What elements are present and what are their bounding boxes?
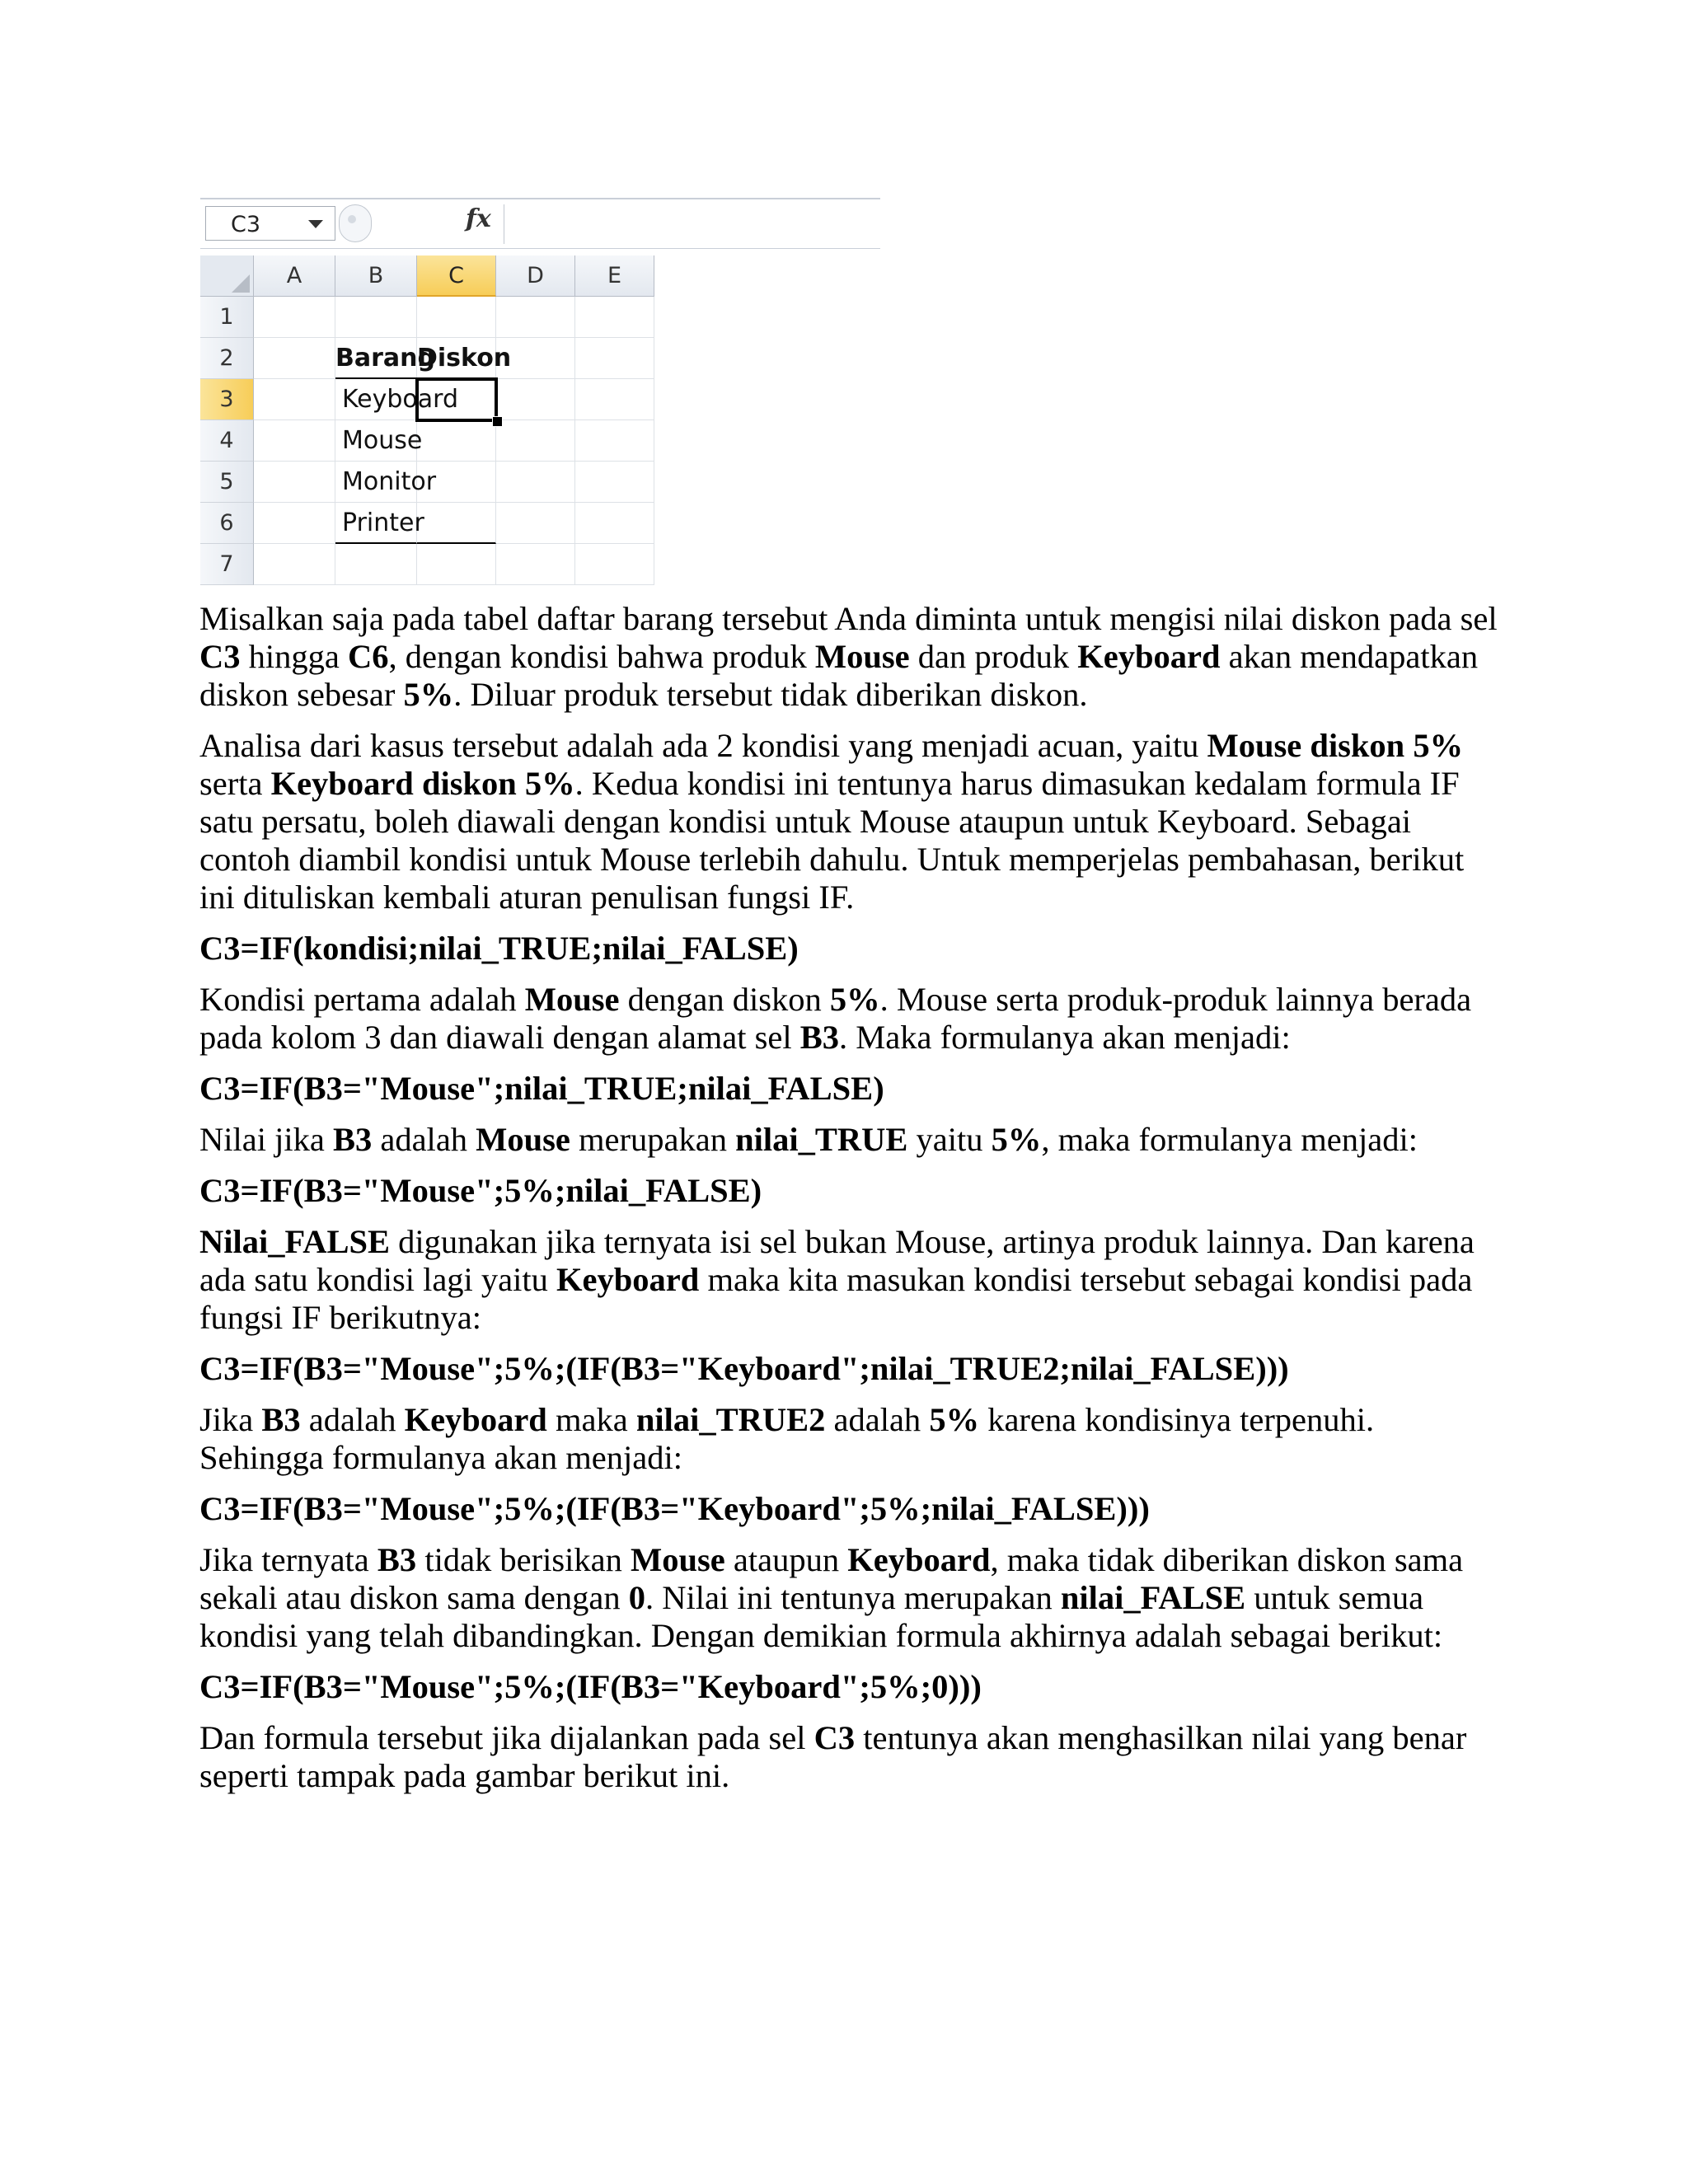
bold-run: B3 [332, 1121, 373, 1158]
cell-a1[interactable] [254, 297, 335, 338]
text-run: . Nilai ini tentunya merupakan [645, 1579, 1061, 1616]
cell-e5[interactable] [575, 462, 654, 503]
cell-b7[interactable] [335, 544, 417, 585]
insert-function-icon[interactable]: fx [466, 204, 491, 233]
text-run: adalah [300, 1401, 405, 1438]
row-header-6[interactable]: 6 [200, 503, 254, 544]
paragraph-3 [199, 981, 1502, 1057]
bold-run: 5% [929, 1401, 980, 1438]
text-run: adalah [825, 1401, 930, 1438]
text-run: serta [199, 765, 271, 802]
cell-e2[interactable] [575, 338, 654, 379]
bold-run: 5% [403, 676, 454, 713]
formula-6: C3=IF(B3="Mouse";5%;(IF(B3="Keyboard";5%;0))) [199, 1668, 982, 1705]
cell-d6[interactable] [496, 503, 575, 544]
drag-handle-icon [348, 215, 356, 223]
cell-a4[interactable] [254, 420, 335, 462]
cell-d2[interactable] [496, 338, 575, 379]
cell-a6[interactable] [254, 503, 335, 544]
formula-2: C3=IF(B3="Mouse";nilai_TRUE;nilai_FALSE) [199, 1070, 884, 1107]
cell-d7[interactable] [496, 544, 575, 585]
bold-run: Keyboard [847, 1541, 991, 1578]
bold-run: C6 [347, 638, 389, 675]
text-run: ataupun [724, 1541, 848, 1578]
bold-run: Keyboard diskon 5% [270, 765, 575, 802]
bold-run: B3 [799, 1019, 840, 1056]
cell-d4[interactable] [496, 420, 575, 462]
bold-run: Mouse [524, 981, 620, 1018]
cell-b2[interactable]: Barang [335, 338, 417, 379]
cell-c6[interactable] [417, 503, 496, 544]
formula-input[interactable] [504, 204, 880, 244]
cell-b6[interactable]: Printer [335, 503, 417, 544]
paragraph-7 [199, 1541, 1502, 1655]
column-header-e[interactable]: E [575, 255, 654, 297]
bold-run: C3 [199, 638, 241, 675]
text-run: yaitu [907, 1121, 992, 1158]
text-run: maka kita masukan kondisi tersebut sebagai kondisi pada fungsi IF berikutnya: [199, 1261, 1473, 1336]
bold-run: Mouse [476, 1121, 570, 1158]
chevron-down-icon[interactable] [308, 220, 323, 228]
text-run: hingga [240, 638, 348, 675]
text-run: merupakan [570, 1121, 736, 1158]
formula-bar [200, 198, 880, 249]
bold-run: nilai_FALSE [1060, 1579, 1246, 1616]
text-run: adalah [372, 1121, 476, 1158]
cell-c7[interactable] [417, 544, 496, 585]
cell-c1[interactable] [417, 297, 496, 338]
cell-a2[interactable] [254, 338, 335, 379]
cell-b5[interactable]: Monitor [335, 462, 417, 503]
text-run: Nilai jika [199, 1121, 333, 1158]
text-run: . Diluar produk tersebut tidak diberikan diskon. [453, 676, 1088, 713]
paragraph-2 [199, 727, 1502, 916]
bold-run: Keyboard [404, 1401, 547, 1438]
cell-e1[interactable] [575, 297, 654, 338]
text-run: Kondisi pertama adalah [199, 981, 525, 1018]
cell-e6[interactable] [575, 503, 654, 544]
formula-bar-splitter[interactable] [339, 204, 372, 242]
text-run: digunakan jika ternyata isi sel bukan Mouse, artinya produk lainnya. Dan karena ada satu kondisi lagi yaitu [199, 1223, 1475, 1298]
column-header-d[interactable]: D [496, 255, 575, 297]
column-header-a[interactable]: A [254, 255, 335, 297]
cell-d3[interactable] [496, 379, 575, 420]
bold-run: Nilai_FALSE [199, 1223, 391, 1260]
paragraph-8 [199, 1719, 1502, 1795]
bold-run: 5% [829, 981, 880, 1018]
text-run: . Mouse serta produk-produk lainnya berada pada kolom 3 dan diawali dengan alamat sel [199, 981, 1472, 1056]
formula-5: C3=IF(B3="Mouse";5%;(IF(B3="Keyboard";5%;nilai_FALSE))) [199, 1490, 1150, 1527]
text-run: dengan diskon [619, 981, 830, 1018]
cell-a7[interactable] [254, 544, 335, 585]
text-run: , maka tidak diberikan diskon sama sekali atau diskon sama dengan [199, 1541, 1464, 1616]
bold-run: C3 [814, 1719, 856, 1756]
bold-run: B3 [377, 1541, 417, 1578]
formula-3: C3=IF(B3="Mouse";5%;nilai_FALSE) [199, 1172, 762, 1209]
fill-handle[interactable] [492, 416, 503, 427]
bold-run: Keyboard [556, 1261, 700, 1298]
bold-run: 5% [991, 1121, 1042, 1158]
document-body [199, 600, 1502, 1808]
active-cell-outline [415, 377, 498, 422]
cell-c2[interactable]: Diskon [417, 338, 496, 379]
paragraph-1 [199, 600, 1502, 714]
text-run: maka [546, 1401, 636, 1438]
name-box[interactable] [205, 206, 335, 241]
text-run: tidak berisikan [416, 1541, 631, 1578]
cell-a3[interactable] [254, 379, 335, 420]
bold-run: Keyboard [1077, 638, 1221, 675]
text-run: Analisa dari kasus tersebut adalah ada 2 kondisi yang menjadi acuan, yaitu [199, 727, 1207, 764]
text-run: . Maka formulanya akan menjadi: [839, 1019, 1291, 1056]
cell-b1[interactable] [335, 297, 417, 338]
bold-run: nilai_TRUE [735, 1121, 908, 1158]
formula-4: C3=IF(B3="Mouse";5%;(IF(B3="Keyboard";nilai_TRUE2;nilai_FALSE))) [199, 1350, 1289, 1387]
paragraph-4 [199, 1121, 1502, 1159]
column-header-c[interactable]: C [417, 255, 496, 297]
row-header-4[interactable]: 4 [200, 420, 254, 462]
bold-run: Mouse [631, 1541, 725, 1578]
paragraph-6 [199, 1401, 1502, 1477]
text-run: dan produk [909, 638, 1078, 675]
cell-c4[interactable] [417, 420, 496, 462]
bold-run: B3 [261, 1401, 301, 1438]
row-header-5[interactable]: 5 [200, 462, 254, 503]
text-run: Dan formula tersebut jika dijalankan pada sel [199, 1719, 814, 1756]
paragraph-5 [199, 1223, 1502, 1337]
text-run: . Kedua kondisi ini tentunya harus dimasukan kedalam formula IF satu persatu, boleh diawali dengan kondisi untuk Mouse ataupun untuk Keyboard. Sebagai contoh diambil kondisi untuk Mouse terlebih dahulu. Untuk memperjelas pembahasan, berikut ini dituliskan kembali aturan penulisan fungsi IF. [199, 765, 1465, 916]
cell-d5[interactable] [496, 462, 575, 503]
cell-d1[interactable] [496, 297, 575, 338]
cell-a5[interactable] [254, 462, 335, 503]
text-run: tentunya akan menghasilkan nilai yang benar seperti tampak pada gambar berikut ini. [199, 1719, 1467, 1794]
cell-b4[interactable]: Mouse [335, 420, 417, 462]
text-run: Jika ternyata [199, 1541, 377, 1578]
row-header-7[interactable]: 7 [200, 544, 254, 585]
cells-area [200, 255, 880, 593]
text-run: , maka formulanya menjadi: [1041, 1121, 1418, 1158]
text-run: Jika [199, 1401, 262, 1438]
column-header-b[interactable]: B [335, 255, 417, 297]
text-run: , dengan kondisi bahwa produk [388, 638, 815, 675]
row-header-1[interactable]: 1 [200, 297, 254, 338]
cell-e7[interactable] [575, 544, 654, 585]
text-run: karena kondisinya terpenuhi. Sehingga formulanya akan menjadi: [199, 1401, 1375, 1476]
row-header-2[interactable]: 2 [200, 338, 254, 379]
cell-c5[interactable] [417, 462, 496, 503]
row-header-3[interactable]: 3 [200, 379, 254, 420]
cell-e4[interactable] [575, 420, 654, 462]
formula-1: C3=IF(kondisi;nilai_TRUE;nilai_FALSE) [199, 930, 799, 967]
text-run: Misalkan saja pada tabel daftar barang tersebut Anda diminta untuk mengisi nilai diskon pada sel [199, 600, 1498, 637]
bold-run: nilai_TRUE2 [635, 1401, 826, 1438]
bold-run: Mouse diskon 5% [1207, 727, 1464, 764]
name-box-value: C3 [231, 212, 261, 237]
cell-e3[interactable] [575, 379, 654, 420]
text-run: untuk semua kondisi yang telah dibandingkan. Dengan demikian formula akhirnya adalah sebagai berikut: [199, 1579, 1443, 1654]
text-run: akan mendapatkan diskon sebesar [199, 638, 1479, 713]
bold-run: 0 [628, 1579, 645, 1616]
cell-b3[interactable]: Keyboard [335, 379, 417, 420]
bold-run: Mouse [814, 638, 910, 675]
